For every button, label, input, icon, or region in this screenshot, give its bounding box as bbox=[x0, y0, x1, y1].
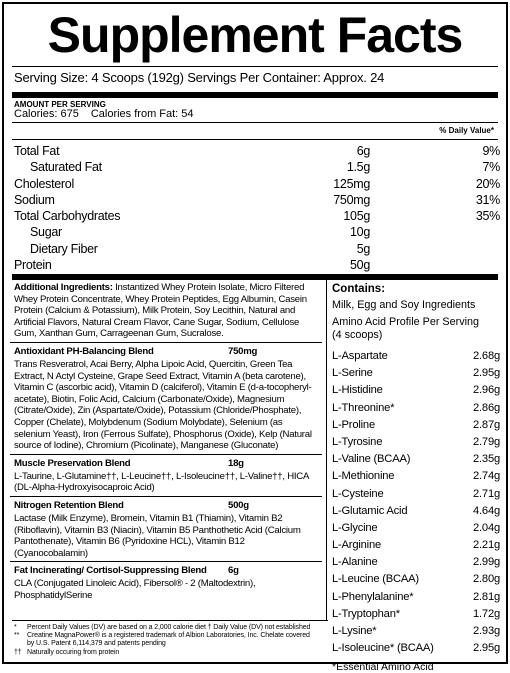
footnote-mark: ** bbox=[14, 632, 20, 640]
nutrient-name: Sodium bbox=[14, 192, 55, 207]
blend-heading bbox=[14, 346, 320, 359]
blend-weight: 6g bbox=[228, 565, 239, 577]
footnote bbox=[14, 649, 314, 657]
nutrient-table bbox=[14, 143, 500, 273]
amino-acid-list bbox=[332, 348, 502, 657]
amino-acid-name: L-Lysine* bbox=[332, 625, 377, 637]
amino-acid-name: L-Arginine bbox=[332, 539, 381, 552]
footnote-mark: * bbox=[14, 624, 17, 631]
amino-acid-value: 2.95g bbox=[473, 642, 500, 655]
additional-ingredients bbox=[14, 282, 320, 340]
blend-weight: 18g bbox=[228, 457, 244, 469]
thick-divider bbox=[12, 274, 498, 280]
amino-acid-name: L-Isoleucine* (BCAA) bbox=[332, 642, 434, 655]
amino-acid-row bbox=[332, 434, 502, 451]
footnote-text: Creatine MagnaPower® is a registered trademark of Albion Laboratories, Inc. Chelate covered by U.S. Patent 6,114,379 and patents pending bbox=[27, 632, 310, 648]
amount-per-serving: AMOUNT PER SERVING bbox=[14, 100, 106, 109]
blend-block bbox=[14, 346, 320, 452]
amino-acid-name: L-Leucine (BCAA) bbox=[332, 573, 419, 586]
amino-acid-row bbox=[332, 365, 502, 382]
blend-ingredients: CLA (Conjugated Linoleic Acid), Fibersol® - 2 (Maltodextrin), PhosphatidylSerine bbox=[14, 578, 256, 601]
amino-acid-value: 2.80g bbox=[473, 573, 500, 586]
additional-ingredients-label: Additional Ingredients: bbox=[14, 282, 113, 293]
amino-acid-value: 1.72g bbox=[473, 607, 500, 620]
amino-acid-row bbox=[332, 417, 502, 434]
additional-ingredients-text: Instantized Whey Protein Isolate, Micro Filtered Whey Protein Concentrate, Whey Protein Peptides, Egg Albumin, Casein Protein (Calcium & Potassium), Milk Protein, Soy Lecithin, Natural and Artificial Flavors, Natural Cream Flavor, Cane Sugar, Sodium, Cellulose Gum, Xanthan Gum, Carrageenan Gum, Sucralose. bbox=[14, 282, 307, 340]
thick-divider bbox=[12, 92, 498, 98]
divider bbox=[12, 66, 498, 67]
nutrient-name: Total Fat bbox=[14, 144, 60, 158]
amino-acid-name: L-Glutamic Acid bbox=[332, 504, 408, 517]
amino-acid-row bbox=[332, 623, 502, 640]
amino-acid-row bbox=[332, 554, 502, 571]
amino-acid-row bbox=[332, 468, 502, 485]
nutrient-amount: 6g bbox=[356, 144, 370, 158]
amino-acid-row bbox=[332, 382, 502, 399]
divider bbox=[10, 454, 322, 455]
amino-acid-value: 2.86g bbox=[473, 401, 500, 414]
blend-heading bbox=[14, 565, 320, 578]
amino-acid-value: 2.99g bbox=[473, 556, 500, 569]
nutrient-row bbox=[14, 143, 500, 159]
contains-column bbox=[332, 282, 502, 673]
blend-heading bbox=[14, 500, 320, 513]
amino-acid-row bbox=[332, 520, 502, 537]
amino-acid-name: L-Proline bbox=[332, 418, 375, 431]
amino-acid-value: 4.64g bbox=[473, 504, 500, 517]
nutrient-row bbox=[14, 224, 500, 240]
amino-acid-row bbox=[332, 537, 502, 554]
amino-acid-value: 2.87g bbox=[473, 418, 500, 431]
amino-acid-row bbox=[332, 503, 502, 520]
amino-acid-value: 2.68g bbox=[473, 350, 500, 362]
nutrient-row bbox=[14, 257, 500, 273]
nutrient-name: Dietary Fiber bbox=[30, 241, 98, 256]
nutrient-amount: 1.5g bbox=[346, 160, 370, 175]
nutrient-amount: 50g bbox=[350, 258, 370, 273]
nutrient-daily-value: 31% bbox=[475, 192, 500, 207]
amino-acid-row bbox=[332, 589, 502, 606]
blend-block bbox=[14, 458, 320, 494]
panel-title: Supplement Facts bbox=[47, 7, 463, 63]
amino-acid-name: L-Tryptophan* bbox=[332, 607, 400, 620]
nutrient-name: Cholesterol bbox=[14, 176, 74, 191]
serving-line: Serving Size: 4 Scoops (192g) Servings Per Container: Approx. 24 bbox=[14, 70, 385, 85]
footnote-text: Naturally occuring from protein bbox=[27, 648, 120, 656]
nutrient-row bbox=[14, 241, 500, 257]
calories: Calories: 675 bbox=[14, 108, 79, 120]
amino-acid-row bbox=[332, 571, 502, 588]
contains-heading: Contains: bbox=[332, 283, 386, 295]
amino-acid-heading-line: Amino Acid Profile Per Serving bbox=[332, 316, 480, 328]
footnote bbox=[14, 632, 314, 648]
amino-acid-name: L-Aspartate bbox=[332, 350, 388, 362]
footnote bbox=[14, 624, 314, 632]
footnotes bbox=[14, 624, 314, 657]
amino-acid-name: L-Threonine* bbox=[332, 401, 395, 414]
calories-from-fat: Calories from Fat: 54 bbox=[90, 108, 194, 120]
amino-acid-value: 2.96g bbox=[473, 384, 500, 397]
amino-acid-value: 2.79g bbox=[473, 435, 500, 448]
blend-block bbox=[14, 500, 320, 559]
footnote-text: Percent Daily Values (DV) are based on a 2,000 calorie diet † Daily Value (DV) not established bbox=[27, 624, 311, 631]
nutrient-amount: 5g bbox=[356, 241, 370, 256]
nutrient-name: Protein bbox=[14, 258, 52, 273]
divider bbox=[12, 139, 498, 140]
nutrient-amount: 125mg bbox=[333, 176, 370, 191]
amino-acid-row bbox=[332, 400, 502, 417]
ingredients-column bbox=[14, 282, 320, 601]
amino-acid-value: 2.74g bbox=[473, 470, 500, 483]
blend-name: Nitrogen Retention Blend bbox=[14, 499, 124, 511]
nutrient-daily-value: 9% bbox=[482, 144, 500, 158]
amino-acid-name: L-Histidine bbox=[332, 384, 383, 397]
column-divider bbox=[326, 280, 327, 620]
daily-value-header: % Daily Value* bbox=[439, 126, 494, 135]
blend-name: Muscle Preservation Blend bbox=[14, 457, 131, 469]
amino-acid-value: 2.93g bbox=[473, 625, 500, 637]
divider bbox=[10, 496, 322, 497]
divider bbox=[10, 342, 322, 343]
amino-acid-heading bbox=[332, 316, 502, 342]
nutrient-name: Sugar bbox=[30, 225, 62, 240]
nutrient-row bbox=[14, 192, 500, 208]
blend-ingredients: Trans Resveratrol, Acai Berry, Alpha Lipoic Acid, Quercitin, Green Tea Extract, N Actyl Cysteine, Grape Seed Extract, Vitamin A (beta carotene), Vitamin C (ascorbic acid), Vitamin D (calciferol), Vitamin E (d-a-tocopheryl-acetate), Biotin, Folic Acid, Calcium (Carbonate/Oxide), Magnesium (Citrate/Oxide), Zin (Aspartate/Oxide), Potassium (Chloride/Phosphate), Copper (Chelate), Molybdenum (Sodium Molybdate), Selenium (as selenium Yeast), Iron (Ferrous Sulfate), Phosphorus (Oxide), Kelp (Natural source of Iodine), Chromium (Picolinate), Manganese (Gluconate) bbox=[14, 358, 312, 452]
amino-acid-name: L-Alanine bbox=[332, 556, 378, 569]
contains-value: Milk, Egg and Soy Ingredients bbox=[332, 299, 476, 311]
nutrient-daily-value: 20% bbox=[475, 176, 500, 191]
blend-ingredients: Lactase (Milk Enzyme), Bromein, Vitamin B1 (Thiamin), Vitamin B2 (Riboflavin), Vitamin B3 (Niacin), Vitamin B5 Panthothetic Acid (Calcium Pantothenate), Vitamin B6 (Pyridoxine HCL), Vitamin B12 (Cyanocobalamin) bbox=[14, 512, 301, 559]
amino-acid-name: L-Serine bbox=[332, 367, 373, 380]
amino-acid-name: L-Glycine bbox=[332, 521, 378, 534]
nutrient-daily-value: 35% bbox=[475, 209, 500, 224]
nutrient-amount: 105g bbox=[343, 209, 370, 224]
amino-acid-row bbox=[332, 348, 502, 365]
amino-acid-row bbox=[332, 486, 502, 503]
blend-block bbox=[14, 565, 320, 601]
supplement-facts-panel bbox=[2, 2, 508, 673]
nutrient-name: Total Carbohydrates bbox=[14, 209, 121, 224]
blend-weight: 750mg bbox=[228, 345, 258, 357]
amino-acid-row bbox=[332, 606, 502, 623]
blend-heading bbox=[14, 458, 320, 471]
amino-acid-row bbox=[332, 451, 502, 468]
amino-acid-name: L-Phenylalanine* bbox=[332, 590, 414, 603]
blend-name: Fat Incinerating/ Cortisol-Suppressing Blend bbox=[14, 565, 207, 577]
amino-acid-name: L-Cysteine bbox=[332, 487, 384, 500]
divider bbox=[10, 561, 322, 562]
divider bbox=[12, 122, 498, 123]
amino-acid-row bbox=[332, 640, 502, 657]
amino-acid-name: L-Tyrosine bbox=[332, 435, 383, 448]
amino-acid-value: 2.35g bbox=[473, 453, 500, 466]
amino-acid-name: L-Valine (BCAA) bbox=[332, 453, 411, 466]
divider bbox=[12, 620, 328, 621]
blends-list bbox=[14, 342, 320, 602]
amino-acid-value: 2.21g bbox=[473, 539, 500, 552]
amino-acid-value: 2.81g bbox=[473, 590, 500, 603]
amino-acid-value: 2.04g bbox=[473, 521, 500, 534]
nutrient-row bbox=[14, 159, 500, 175]
nutrient-daily-value: 7% bbox=[482, 160, 500, 175]
amino-acid-value: 2.95g bbox=[473, 367, 500, 380]
amino-acid-name: L-Methionine bbox=[332, 470, 395, 483]
blend-weight: 500g bbox=[228, 499, 249, 511]
amino-acid-heading-line: (4 scoops) bbox=[332, 329, 383, 341]
nutrient-amount: 10g bbox=[350, 225, 370, 240]
nutrient-row bbox=[14, 208, 500, 224]
nutrient-row bbox=[14, 176, 500, 192]
blend-name: Antioxidant PH-Balancing Blend bbox=[14, 345, 154, 357]
essential-note: *Essential Amino Acid bbox=[332, 661, 434, 673]
blend-ingredients: L-Taurine, L-Glutamine††, L-Leucine††, L-Isoleucine††, L-Valine††, HICA (DL-Alpha-Hydroxyisocaproic Acid) bbox=[14, 470, 309, 494]
nutrient-amount: 750mg bbox=[333, 192, 370, 207]
amino-acid-value: 2.71g bbox=[473, 487, 500, 500]
nutrient-name: Saturated Fat bbox=[30, 160, 102, 175]
footnote-mark: †† bbox=[14, 648, 22, 656]
calories-line bbox=[14, 108, 194, 120]
